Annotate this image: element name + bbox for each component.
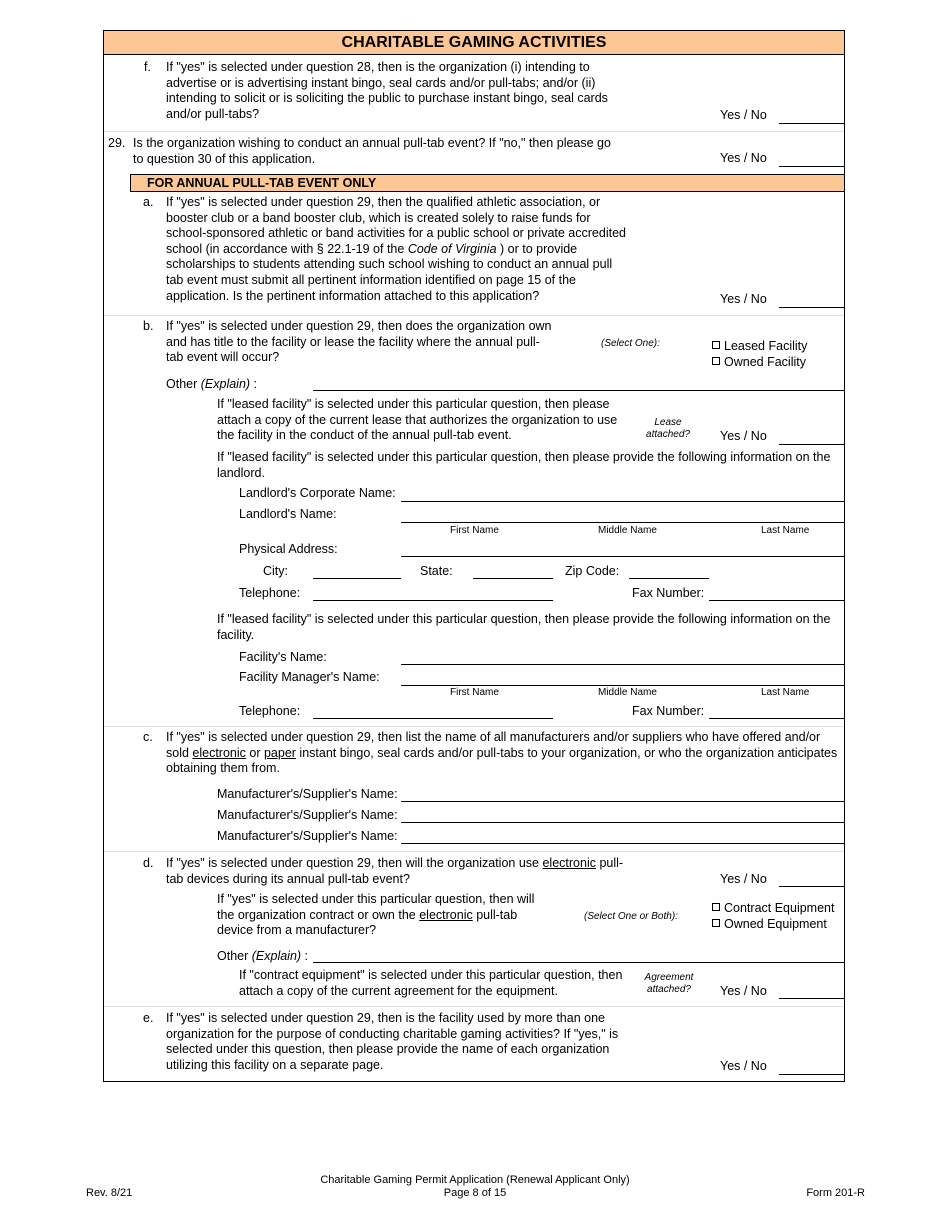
checkbox-icon[interactable] (712, 919, 720, 927)
qe-answer-field[interactable] (779, 1074, 845, 1075)
landlord-intro: If "leased facility" is selected under this particular question, then please provide the following information on the landlord. (217, 450, 831, 480)
qd-answer-field[interactable] (779, 886, 845, 887)
qa-text: If "yes" is selected under question 29, then the qualified athletic association, or booster club or a band booster club, which is created solely to raise funds for school-sponsored athletic or band activities for a public school or private accredited school (in accordance with § 22.1-19 of the Code of Virginia ) or to provide scholarships to students attending such school wishing to conduct an annual pull tab event must submit all pertinent information identified on page 15 of the application. Is the pertinent information attached to this application? (166, 195, 626, 303)
qb-other-field[interactable] (313, 390, 845, 391)
last-name-caption: Last Name (761, 687, 810, 698)
qb-letter: b. (143, 319, 154, 333)
facility-manager-field[interactable] (401, 685, 845, 686)
qc-letter: c. (143, 730, 153, 744)
landlord-telephone-label: Telephone: (239, 586, 301, 600)
facility-fax-label: Fax Number: (632, 704, 705, 718)
city-field[interactable] (313, 578, 401, 579)
footer-form-number: Form 201-R (806, 1187, 865, 1199)
checkbox-icon[interactable] (712, 357, 720, 365)
checkbox-icon[interactable] (712, 903, 720, 911)
facility-intro: If "leased facility" is selected under this particular question, then please provide the following information on the facility. (217, 612, 831, 642)
state-label: State: (420, 564, 453, 578)
qd-other-label: Other (Explain) : (217, 949, 309, 963)
qa-yes-no-label: Yes / No (720, 292, 767, 306)
qd-letter: d. (143, 856, 154, 870)
supplier-field-3[interactable] (401, 843, 845, 844)
q29-yes-no-label: Yes / No (720, 151, 767, 165)
zip-field[interactable] (629, 578, 709, 579)
facility-telephone-field[interactable] (313, 718, 553, 719)
supplier-field-1[interactable] (401, 801, 845, 802)
facility-manager-label: Facility Manager's Name: (239, 670, 380, 684)
facility-name-label: Facility's Name: (239, 650, 327, 664)
qd-option-contract[interactable]: Contract Equipment (712, 901, 834, 917)
facility-name-field[interactable] (401, 664, 845, 665)
lease-yes-no-label: Yes / No (720, 429, 767, 443)
landlord-fax-field[interactable] (709, 600, 845, 601)
supplier-field-2[interactable] (401, 822, 845, 823)
qe-yes-no-label: Yes / No (720, 1059, 767, 1073)
supplier-label-2: Manufacturer's/Supplier's Name: (217, 808, 398, 822)
qb-other-label: Other (Explain) : (166, 377, 258, 391)
divider (104, 726, 844, 727)
landlord-telephone-field[interactable] (313, 600, 553, 601)
divider (104, 1006, 844, 1007)
checkbox-icon[interactable] (712, 341, 720, 349)
first-name-caption: First Name (450, 525, 499, 536)
qd-other-field[interactable] (313, 962, 845, 963)
q28f-answer-field[interactable] (779, 123, 845, 124)
last-name-caption: Last Name (761, 525, 810, 536)
pull-tab-subheader: FOR ANNUAL PULL-TAB EVENT ONLY (130, 174, 845, 192)
supplier-label-3: Manufacturer's/Supplier's Name: (217, 829, 398, 843)
middle-name-caption: Middle Name (598, 525, 657, 536)
qd-sub-text: If "yes" is selected under this particular question, then will the organization contract or own the electronic pull-tab device from a manufacturer? (217, 892, 535, 938)
contract-text: If "contract equipment" is selected under this particular question, then attach a copy of the current agreement for the equipment. (239, 968, 623, 998)
divider (104, 131, 844, 132)
qb-option-owned[interactable]: Owned Facility (712, 355, 806, 371)
qe-text: If "yes" is selected under question 29, then is the facility used by more than one organization for the purpose of conducting charitable gaming activities? If "yes," is selected under this question, then please provide the name of each organization utilizing this facility on a separate page. (166, 1011, 619, 1072)
facility-fax-field[interactable] (709, 718, 845, 719)
qb-option-leased[interactable]: Leased Facility (712, 339, 807, 355)
lease-answer-field[interactable] (779, 444, 845, 445)
qd-text: If "yes" is selected under question 29, then will the organization use electronic pull- tab devices during its annual pull-tab event? (166, 856, 624, 886)
physical-address-field[interactable] (401, 556, 845, 557)
landlord-corp-field[interactable] (401, 501, 845, 502)
footer-center: Charitable Gaming Permit Application (Renewal Applicant Only) Page 8 of 15 (320, 1174, 630, 1199)
qd-select-note: (Select One or Both): (584, 911, 678, 922)
agreement-attached-note: Agreement attached? (644, 972, 694, 995)
landlord-name-label: Landlord's Name: (239, 507, 337, 521)
q29-answer-field[interactable] (779, 166, 845, 167)
qe-letter: e. (143, 1011, 154, 1025)
q28f-letter: f. (144, 60, 151, 74)
landlord-name-field[interactable] (401, 522, 845, 523)
qa-letter: a. (143, 195, 154, 209)
first-name-caption: First Name (450, 687, 499, 698)
agreement-yes-no-label: Yes / No (720, 984, 767, 998)
q28f-yes-no-label: Yes / No (720, 108, 767, 122)
q28f-text: If "yes" is selected under question 28, then is the organization (i) intending to advertise or is advertising instant bingo, seal cards and/or pull-tabs; and/or (ii) intending to solicit or is soliciting the public to purchase instant bingo, seal cards and/or pull-tabs? (166, 60, 608, 121)
qd-yes-no-label: Yes / No (720, 872, 767, 886)
section-header: CHARITABLE GAMING ACTIVITIES (103, 30, 845, 55)
agreement-answer-field[interactable] (779, 998, 845, 999)
divider (104, 851, 844, 852)
city-label: City: (263, 564, 288, 578)
qa-answer-field[interactable] (779, 307, 845, 308)
qc-text: If "yes" is selected under question 29, then list the name of all manufacturers and/or suppliers who have offered and/or sold electronic or paper instant bingo, seal cards and/or pull-tabs to your organization, or who the organization anticipates obtaining them from. (166, 730, 838, 776)
qd-option-owned[interactable]: Owned Equipment (712, 917, 827, 933)
state-field[interactable] (473, 578, 553, 579)
q29-text: Is the organization wishing to conduct an annual pull-tab event? If "no," then please go to question 30 of this application. (133, 136, 611, 166)
lease-attached-note: Lease attached? (646, 417, 690, 440)
q29-number: 29. (108, 136, 126, 150)
qb-lease-text: If "leased facility" is selected under this particular question, then please attach a copy of the current lease that authorizes the organization to use the facility in the conduct of the annual pull-tab event. (217, 397, 618, 443)
qb-select-one-note: (Select One): (601, 338, 660, 349)
footer-revision: Rev. 8/21 (86, 1187, 133, 1199)
middle-name-caption: Middle Name (598, 687, 657, 698)
facility-telephone-label: Telephone: (239, 704, 301, 718)
landlord-fax-label: Fax Number: (632, 586, 705, 600)
qb-text: If "yes" is selected under question 29, then does the organization own and has title to the facility or lease the facility where the annual pull- tab event will occur? (166, 319, 552, 365)
supplier-label-1: Manufacturer's/Supplier's Name: (217, 787, 398, 801)
landlord-corp-label: Landlord's Corporate Name: (239, 486, 396, 500)
physical-address-label: Physical Address: (239, 542, 338, 556)
zip-label: Zip Code: (565, 564, 620, 578)
divider (104, 315, 844, 316)
